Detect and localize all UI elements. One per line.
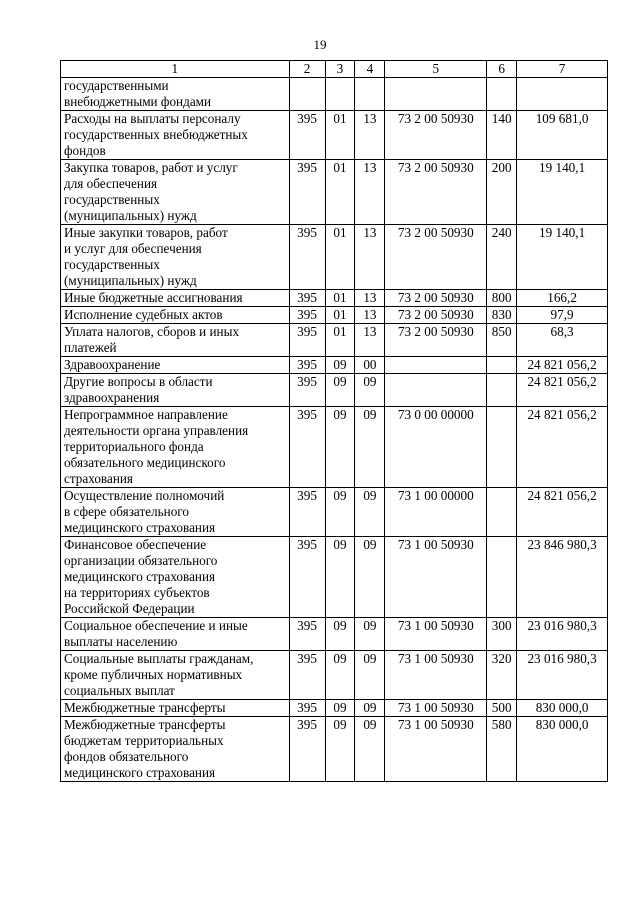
cell-csr: 73 1 00 50930 <box>385 700 487 717</box>
header-col-5: 5 <box>385 61 487 78</box>
cell-code: 395 <box>289 374 325 407</box>
cell-code: 395 <box>289 407 325 488</box>
table-row <box>61 374 608 407</box>
cell-amount: 23 016 980,3 <box>517 618 608 651</box>
header-row <box>61 61 608 78</box>
cell-subsection: 09 <box>355 537 385 618</box>
cell-expense-type <box>487 537 517 618</box>
cell-section: 01 <box>325 324 355 357</box>
table-row <box>61 290 608 307</box>
cell-amount: 830 000,0 <box>517 700 608 717</box>
cell-subsection: 09 <box>355 717 385 782</box>
cell-section: 01 <box>325 225 355 290</box>
cell-csr: 73 0 00 00000 <box>385 407 487 488</box>
cell-code: 395 <box>289 324 325 357</box>
cell-amount: 830 000,0 <box>517 717 608 782</box>
table-row <box>61 651 608 700</box>
cell-amount: 19 140,1 <box>517 225 608 290</box>
cell-name: государственными внебюджетными фондами <box>61 78 290 111</box>
cell-section: 09 <box>325 717 355 782</box>
cell-name: Межбюджетные трансферты <box>61 700 290 717</box>
cell-name: Межбюджетные трансферты бюджетам территориальных фондов обязательного медицинского страхования <box>61 717 290 782</box>
cell-expense-type: 500 <box>487 700 517 717</box>
cell-amount: 24 821 056,2 <box>517 407 608 488</box>
header-col-4: 4 <box>355 61 385 78</box>
cell-csr: 73 2 00 50930 <box>385 307 487 324</box>
cell-amount: 24 821 056,2 <box>517 488 608 537</box>
cell-amount: 68,3 <box>517 324 608 357</box>
cell-expense-type <box>487 488 517 537</box>
cell-expense-type: 140 <box>487 111 517 160</box>
cell-code: 395 <box>289 290 325 307</box>
cell-code: 395 <box>289 618 325 651</box>
cell-csr: 73 1 00 00000 <box>385 488 487 537</box>
cell-name: Другие вопросы в области здравоохранения <box>61 374 290 407</box>
cell-name: Здравоохранение <box>61 357 290 374</box>
cell-code: 395 <box>289 651 325 700</box>
cell-code: 395 <box>289 717 325 782</box>
cell-amount: 23 016 980,3 <box>517 651 608 700</box>
cell-amount: 19 140,1 <box>517 160 608 225</box>
cell-code: 395 <box>289 160 325 225</box>
cell-amount: 97,9 <box>517 307 608 324</box>
cell-subsection: 09 <box>355 407 385 488</box>
cell-expense-type: 580 <box>487 717 517 782</box>
cell-subsection: 09 <box>355 374 385 407</box>
cell-code: 395 <box>289 700 325 717</box>
cell-section: 01 <box>325 160 355 225</box>
table-row <box>61 407 608 488</box>
table-row <box>61 324 608 357</box>
cell-name: Непрограммное направление деятельности органа управления территориального фонда обязательного медицинского страхования <box>61 407 290 488</box>
header-col-7: 7 <box>517 61 608 78</box>
cell-amount: 23 846 980,3 <box>517 537 608 618</box>
cell-csr: 73 1 00 50930 <box>385 537 487 618</box>
table-row <box>61 618 608 651</box>
cell-amount: 24 821 056,2 <box>517 357 608 374</box>
header-col-3: 3 <box>325 61 355 78</box>
cell-csr <box>385 374 487 407</box>
cell-code: 395 <box>289 225 325 290</box>
cell-expense-type: 850 <box>487 324 517 357</box>
cell-subsection: 13 <box>355 290 385 307</box>
cell-subsection: 13 <box>355 324 385 357</box>
cell-expense-type <box>487 357 517 374</box>
cell-expense-type: 240 <box>487 225 517 290</box>
cell-expense-type: 830 <box>487 307 517 324</box>
header-col-6: 6 <box>487 61 517 78</box>
cell-csr: 73 2 00 50930 <box>385 290 487 307</box>
cell-csr: 73 1 00 50930 <box>385 717 487 782</box>
cell-expense-type: 800 <box>487 290 517 307</box>
cell-name: Иные бюджетные ассигнования <box>61 290 290 307</box>
cell-expense-type: 320 <box>487 651 517 700</box>
cell-name: Уплата налогов, сборов и иных платежей <box>61 324 290 357</box>
cell-name: Закупка товаров, работ и услуг для обеспечения государственных (муниципальных) нужд <box>61 160 290 225</box>
cell-section: 09 <box>325 537 355 618</box>
table-body <box>61 78 608 782</box>
cell-name: Социальное обеспечение и иные выплаты населению <box>61 618 290 651</box>
cell-subsection: 00 <box>355 357 385 374</box>
table-row <box>61 78 608 111</box>
cell-csr <box>385 357 487 374</box>
cell-subsection: 09 <box>355 488 385 537</box>
cell-csr: 73 2 00 50930 <box>385 225 487 290</box>
cell-expense-type <box>487 78 517 111</box>
cell-csr: 73 2 00 50930 <box>385 324 487 357</box>
cell-name: Финансовое обеспечение организации обязательного медицинского страхования на территориях субъектов Российской Федерации <box>61 537 290 618</box>
table-row <box>61 700 608 717</box>
table-row <box>61 717 608 782</box>
cell-csr: 73 1 00 50930 <box>385 618 487 651</box>
cell-code: 395 <box>289 111 325 160</box>
cell-amount <box>517 78 608 111</box>
cell-code: 395 <box>289 537 325 618</box>
table-row <box>61 357 608 374</box>
cell-name: Исполнение судебных актов <box>61 307 290 324</box>
table-row <box>61 537 608 618</box>
table-row <box>61 307 608 324</box>
cell-expense-type: 300 <box>487 618 517 651</box>
cell-expense-type: 200 <box>487 160 517 225</box>
cell-name: Расходы на выплаты персоналу государственных внебюджетных фондов <box>61 111 290 160</box>
cell-section: 09 <box>325 374 355 407</box>
cell-code: 395 <box>289 307 325 324</box>
cell-name: Иные закупки товаров, работ и услуг для обеспечения государственных (муниципальных) нужд <box>61 225 290 290</box>
cell-subsection: 13 <box>355 111 385 160</box>
cell-csr: 73 2 00 50930 <box>385 160 487 225</box>
header-col-1: 1 <box>61 61 290 78</box>
cell-expense-type <box>487 407 517 488</box>
cell-section: 01 <box>325 290 355 307</box>
cell-subsection: 13 <box>355 225 385 290</box>
table-row <box>61 111 608 160</box>
cell-subsection: 09 <box>355 651 385 700</box>
cell-subsection: 13 <box>355 160 385 225</box>
cell-section: 09 <box>325 651 355 700</box>
table-row <box>61 160 608 225</box>
cell-subsection <box>355 78 385 111</box>
page-number: 19 <box>313 37 327 52</box>
cell-expense-type <box>487 374 517 407</box>
cell-section: 09 <box>325 488 355 537</box>
cell-amount: 166,2 <box>517 290 608 307</box>
cell-csr <box>385 78 487 111</box>
header-col-2: 2 <box>289 61 325 78</box>
cell-csr: 73 2 00 50930 <box>385 111 487 160</box>
table-header <box>61 61 608 78</box>
budget-table <box>60 60 608 782</box>
cell-code: 395 <box>289 357 325 374</box>
cell-amount: 24 821 056,2 <box>517 374 608 407</box>
cell-amount: 109 681,0 <box>517 111 608 160</box>
cell-subsection: 09 <box>355 700 385 717</box>
cell-name: Осуществление полномочий в сфере обязательного медицинского страхования <box>61 488 290 537</box>
cell-subsection: 13 <box>355 307 385 324</box>
cell-code: 395 <box>289 488 325 537</box>
cell-section: 01 <box>325 307 355 324</box>
cell-subsection: 09 <box>355 618 385 651</box>
table-row <box>61 488 608 537</box>
cell-code <box>289 78 325 111</box>
cell-section: 09 <box>325 700 355 717</box>
cell-section: 09 <box>325 357 355 374</box>
cell-section <box>325 78 355 111</box>
table-row <box>61 225 608 290</box>
cell-section: 09 <box>325 618 355 651</box>
cell-name: Социальные выплаты гражданам, кроме публичных нормативных социальных выплат <box>61 651 290 700</box>
cell-section: 09 <box>325 407 355 488</box>
cell-section: 01 <box>325 111 355 160</box>
cell-csr: 73 1 00 50930 <box>385 651 487 700</box>
